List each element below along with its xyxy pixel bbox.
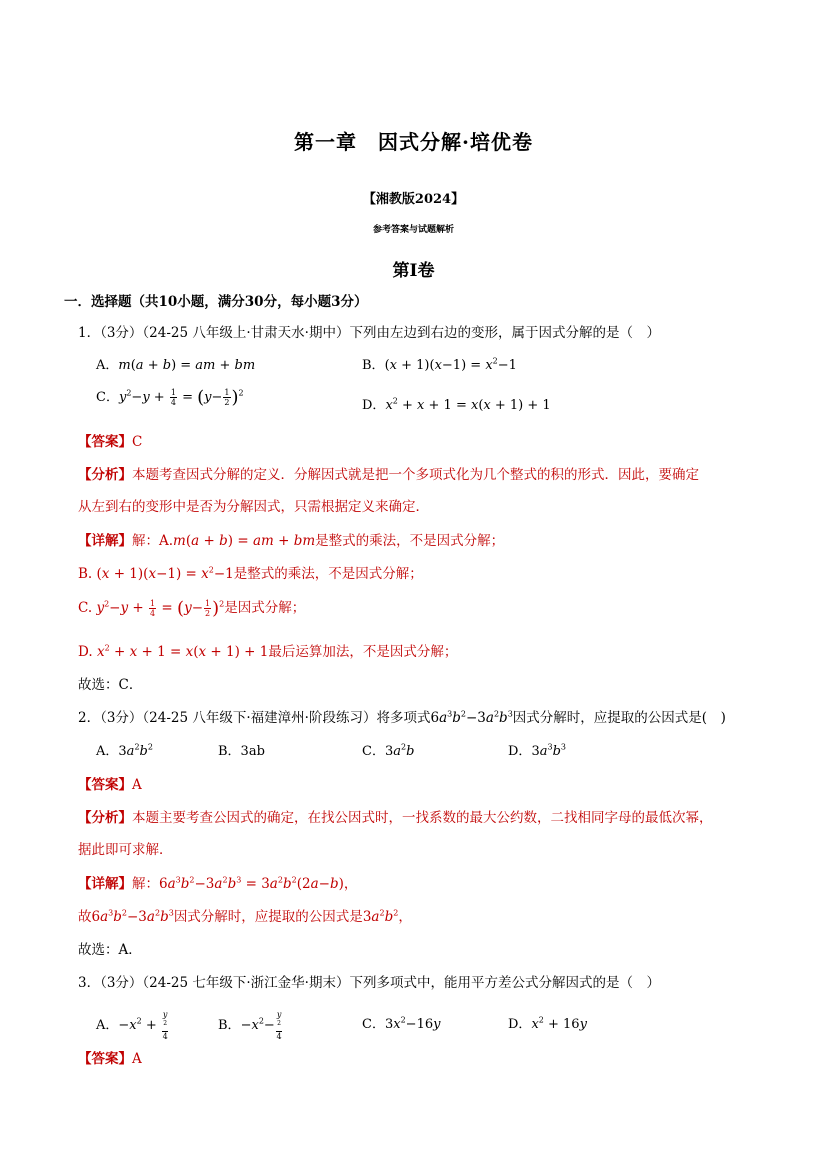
- q1-answer: 【答案】C: [78, 434, 143, 450]
- section-heading: 一．选择题（共10小题，满分30分，每小题3分）: [64, 294, 368, 310]
- q3-option-a: A．$-x^2$ + y $^2$ 4: [96, 1010, 168, 1041]
- q1-option-d: D．$x^2 + x + 1 = x(x + 1) + 1$: [362, 396, 551, 413]
- volume-heading: 第I卷: [392, 261, 435, 281]
- q1-conclusion: 故选：C．: [78, 677, 143, 693]
- q2-option-b: B．3ab: [218, 744, 265, 759]
- q3-option-c: C．$3x^2-16y$: [362, 1015, 441, 1032]
- q2-detail-line2: 故$6a^3b^2-3a^2b^3$因式分解时，应提取的公因式是$3a^2b^2$，: [78, 908, 412, 925]
- q2-option-a: A．$3a^2b^2$: [96, 742, 153, 759]
- q1-option-a: A．m(a + b) = am + bm: [96, 358, 256, 373]
- q3-option-b: B．$-x^2-$ y $^2$ 4: [218, 1010, 282, 1041]
- q1-analysis-line2: 从左到右的变形中是否为分解因式，只需根据定义来确定．: [78, 499, 429, 515]
- q2-analysis-line2: 据此即可求解．: [78, 842, 173, 858]
- q2-stem: 2．（3分）（24-25 八年级下·福建漳州·阶段练习）将多项式$6a^3b^2-3a^2b^3$因式分解时，应提取的公因式是( ): [78, 709, 726, 726]
- q1-option-b: B．$(x + 1)(x-1) = x^2-1$: [362, 356, 517, 373]
- q1-detail-a: 【详解】解：A.m(a + b) = am + bm是整式的乘法，不是因式分解；: [78, 533, 505, 549]
- q2-conclusion: 故选：A．: [78, 942, 142, 958]
- q1-stem: 1．（3分）（24-25 八年级上·甘肃天水·期中）下列由左边到右边的变形，属于因式分解的是（ ）: [78, 325, 660, 341]
- q2-option-c: C．$3a^2b$: [362, 742, 415, 759]
- document-title: 第一章 因式分解·培优卷: [294, 130, 533, 154]
- q1-detail-b: B. $(x + 1)(x-1) = x^2-1$是整式的乘法，不是因式分解；: [78, 565, 423, 582]
- q2-analysis-line1: 【分析】本题主要考查公因式的确定，在找公因式时，一找系数的最大公约数，二找相同字母的最低次幂，: [78, 810, 713, 826]
- q1-detail-c: C. $y^2-y$ + $\frac{1}{4}$ = (y− $\frac{1}{2}$ )$^2$是因式分解；: [78, 598, 306, 619]
- q2-answer: 【答案】A: [78, 777, 142, 793]
- edition-label: 【湘教版2024】: [362, 192, 465, 207]
- q1-detail-d: D. $x^2 + x + 1 = x(x + 1) + 1$最后运算加法，不是因式分解；: [78, 643, 458, 660]
- reference-line: 参考答案与试题解析: [372, 225, 454, 235]
- q3-answer: 【答案】A: [78, 1051, 142, 1067]
- q3-option-d: D．$x^2 + 16y$: [508, 1015, 587, 1032]
- q2-detail: 【详解】解：$6a^3b^2-3a^2b^3 = 3a^2b^2(2a-b)$，: [78, 875, 358, 892]
- q3-stem: 3．（3分）（24-25 七年级下·浙江金华·期末）下列多项式中，能用平方差公式分解因式的是（ ）: [78, 975, 660, 991]
- q2-option-d: D．$3a^3b^3$: [508, 742, 566, 759]
- q1-analysis-line1: 【分析】本题考查因式分解的定义．分解因式就是把一个多项式化为几个整式的积的形式．因此，要确定: [78, 467, 699, 483]
- q1-option-c: C．$y^2-y$ + $\frac{1}{4}$ = (y− $\frac{1}{2}$ )$^2$: [96, 387, 244, 408]
